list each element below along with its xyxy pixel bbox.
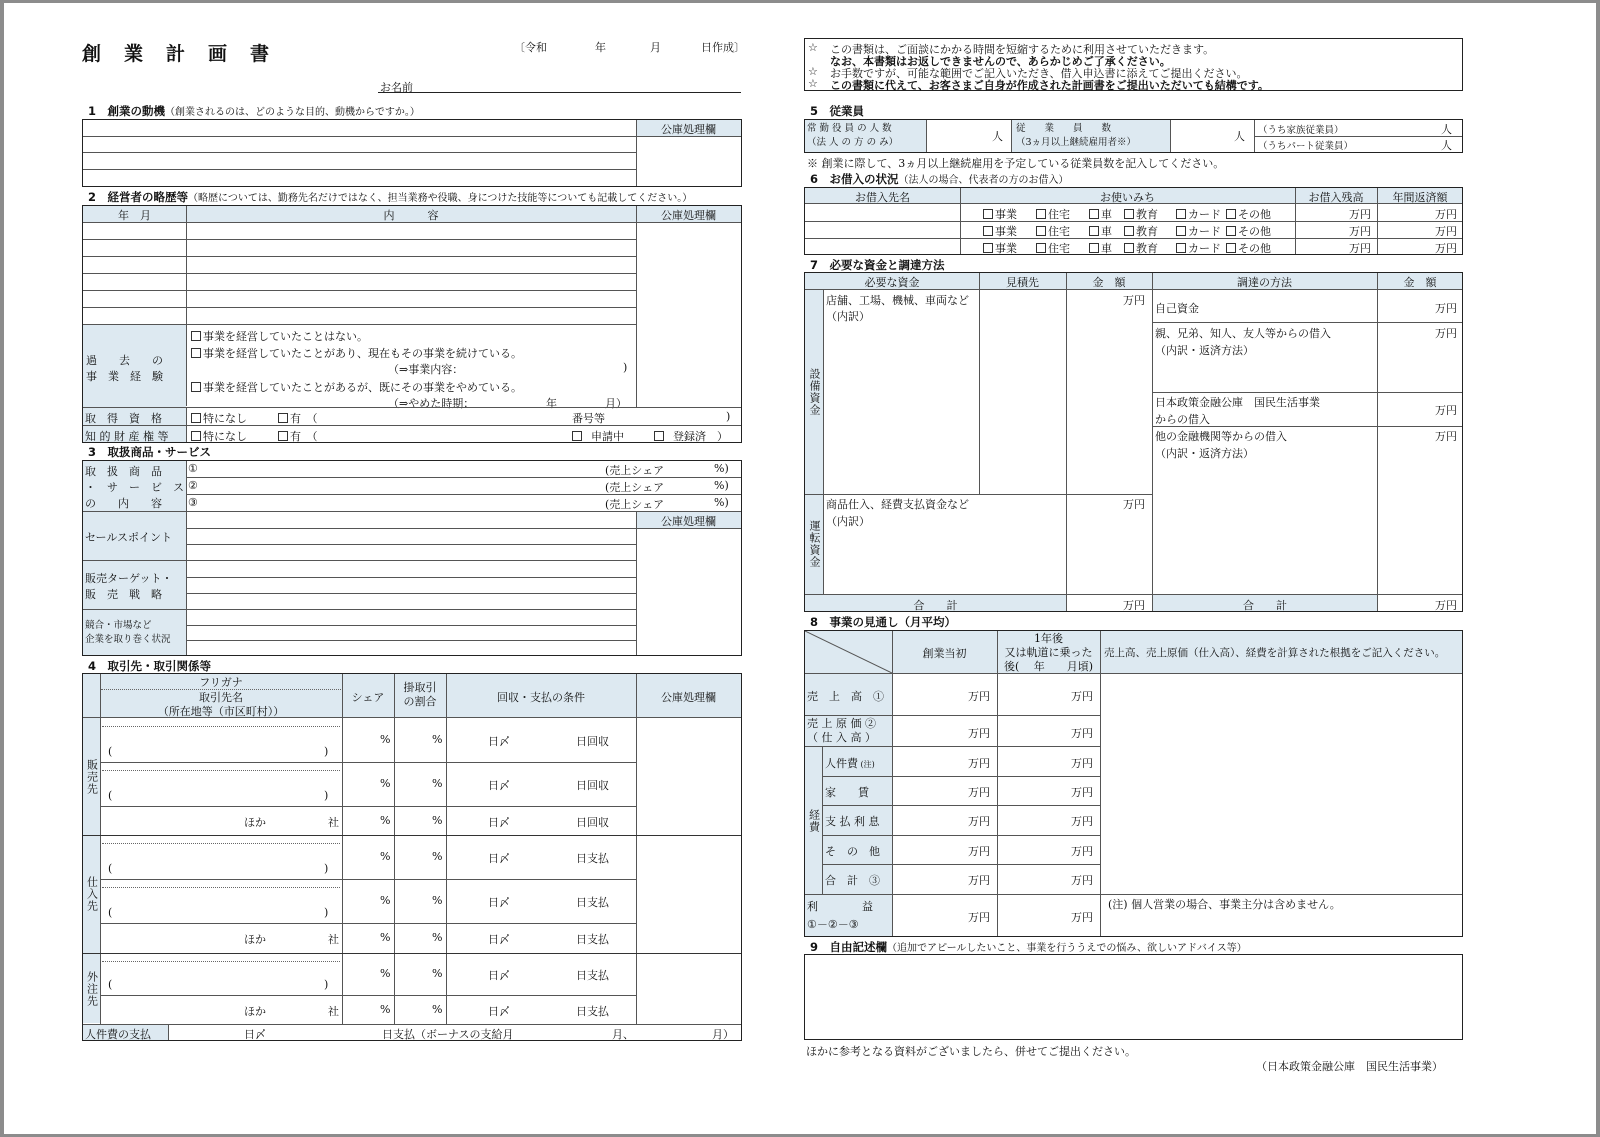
col-share: シェア — [351, 691, 385, 704]
past-opt-3[interactable]: 事業を経営していたことがあるが、既にその事業をやめている。 — [191, 379, 522, 395]
later-yen[interactable]: 万円 — [1071, 690, 1093, 703]
loan-use-6[interactable]: その他 — [1226, 223, 1271, 239]
labor-cost-label: 人件費 (注) — [825, 757, 875, 770]
qualification-yes[interactable]: 有 （ — [278, 410, 318, 426]
companies-unit: 社 — [328, 933, 339, 946]
office-use-label: 公庫処理欄 — [661, 209, 716, 222]
cogs-label: 売 上 原 価 ② （ 仕 入 高 ） — [807, 717, 876, 744]
loan-use-2[interactable]: 住宅 — [1036, 223, 1070, 239]
checkbox[interactable] — [1089, 226, 1099, 236]
share-pct[interactable]: % — [380, 1002, 391, 1016]
section-2-title: 2 経営者の略歴等（略歴については、勤務先名だけではなく、担当業務や役職、身につけた技能等についても記載してください。） — [88, 190, 693, 204]
product-3-num: ③ — [188, 496, 198, 509]
created-day: 日作成〕 — [701, 41, 745, 54]
col-basis: 売上高、売上原価（仕入高）、経費を計算された根拠をご記入ください。 — [1104, 647, 1446, 659]
notice-star: ☆ — [808, 65, 818, 78]
name-line[interactable] — [378, 92, 741, 93]
share-pct: %) — [714, 496, 729, 509]
selling-point-label: セールスポイント — [85, 531, 173, 544]
free-text-box[interactable] — [804, 954, 1463, 1040]
loan-use-4[interactable]: 教育 — [1124, 206, 1158, 222]
loan-use-2[interactable]: 住宅 — [1036, 240, 1070, 256]
checkbox[interactable] — [278, 413, 288, 423]
market-label: 競合・市場など 企業を取り巻く状況 — [85, 620, 171, 645]
others-label: ほか — [244, 933, 266, 946]
loan-use-4[interactable]: 教育 — [1124, 240, 1158, 256]
footer-org: （日本政策金融公庫 国民生活事業） — [1256, 1060, 1443, 1073]
credit-pct[interactable]: % — [432, 733, 443, 746]
notice-text: なお、本書類はお返しできませんので、あらかじめご了承ください。 — [830, 55, 1171, 68]
paren-close: ) — [324, 978, 329, 991]
family-loan: 親、兄弟、知人、友人等からの借入 — [1155, 327, 1331, 340]
checkbox[interactable] — [191, 413, 201, 423]
checkbox[interactable] — [1226, 243, 1236, 253]
checkbox[interactable] — [1176, 226, 1186, 236]
pay-terms[interactable]: 日支払 — [576, 852, 609, 865]
officers-label: 常 勤 役 員 の 人 数 （法 人 の 方 の み） — [807, 123, 899, 148]
checkbox[interactable] — [1176, 243, 1186, 253]
credit-pct[interactable]: % — [432, 850, 443, 863]
plan-sheet — [4, 3, 1596, 1134]
labor-pay[interactable]: 日支払（ボーナスの支給月 — [382, 1028, 514, 1041]
later-yen[interactable]: 万円 — [1071, 845, 1093, 858]
loan-annual-yen[interactable]: 万円 — [1435, 208, 1457, 221]
sales-label: 売 上 高 ① — [807, 690, 884, 703]
col-need: 必要な資金 — [864, 276, 920, 289]
paren-close: ) — [324, 789, 329, 802]
section-9-title: 9 自由記述欄（追加でアピールしたいこと、事業を行ううえでの悩み、欲しいアドバイス等） — [810, 940, 1247, 954]
checkbox[interactable] — [1226, 209, 1236, 219]
col-year-month: 年 月 — [118, 209, 151, 222]
created-prefix: 〔令和 — [514, 41, 547, 54]
credit-pct[interactable]: % — [432, 813, 443, 827]
col-amount-2: 金 額 — [1403, 276, 1437, 289]
loan-use-6[interactable]: その他 — [1226, 206, 1271, 222]
past-opt-2[interactable]: 事業を経営していたことがあり、現在もその事業を続けている。 — [191, 345, 522, 361]
section-8-title: 8 事業の見通し（月平均） — [810, 615, 957, 629]
start-yen[interactable]: 万円 — [968, 874, 990, 887]
checkbox[interactable] — [278, 431, 288, 441]
part-unit: 人 — [1441, 139, 1452, 152]
qualification-number: 番号等 — [572, 412, 605, 425]
pay-terms[interactable]: 日支払 — [576, 1004, 609, 1018]
past-year: 年 — [546, 397, 557, 410]
labor-payment-label: 人件費の支払 — [85, 1028, 151, 1041]
col-content: 内 容 — [383, 209, 439, 222]
start-yen[interactable]: 万円 — [968, 727, 990, 740]
family-unit: 人 — [1441, 123, 1452, 136]
checkbox[interactable] — [1036, 226, 1046, 236]
method-total-yen[interactable]: 万円 — [1435, 599, 1457, 612]
loan-use-3[interactable]: 車 — [1089, 240, 1112, 256]
past-experience-label: 過 去 の 事 業 経 験 — [86, 354, 163, 383]
ip-label: 知 的 財 産 権 等 — [85, 430, 169, 443]
companies-unit: 社 — [328, 815, 339, 829]
start-yen[interactable]: 万円 — [968, 845, 990, 858]
qualification-label: 取 得 資 格 — [85, 412, 162, 425]
credit-pct[interactable]: % — [432, 1002, 443, 1016]
employees-label: 従 業 員 数 （3ヵ月以上継続雇用者※） — [1016, 123, 1137, 148]
col-use: お使いみち — [1100, 191, 1155, 204]
interest-label: 支 払 利 息 — [825, 815, 880, 828]
notice-text: お手数ですが、可能な範囲でご記入いただき、借入申込書に添えてご提出ください。 — [830, 67, 1248, 80]
working-funds-label: 運転資金 — [808, 520, 821, 568]
work-yen[interactable]: 万円 — [1123, 498, 1145, 511]
officers-unit: 人 — [992, 130, 1003, 143]
loan-use-5[interactable]: カード — [1176, 206, 1221, 222]
checkbox[interactable] — [1036, 209, 1046, 219]
product-3-share[interactable]: (売上シェア — [605, 498, 665, 511]
share-pct: %) — [714, 462, 729, 475]
others-label: ほか — [244, 815, 266, 829]
checkbox[interactable] — [572, 431, 582, 441]
share-pct[interactable]: % — [380, 931, 391, 944]
loan-use-2[interactable]: 住宅 — [1036, 206, 1070, 222]
product-1-share[interactable]: (売上シェア — [605, 464, 665, 477]
ip-registered[interactable]: 登録済 ） — [654, 428, 728, 444]
col-method: 調達の方法 — [1237, 276, 1292, 289]
jfc-yen[interactable]: 万円 — [1435, 404, 1457, 417]
equip-desc: 店舗、工場、機械、車両など — [826, 294, 969, 307]
loan-row-divider — [805, 221, 1462, 222]
labor-day-close[interactable]: 日〆 — [244, 1028, 266, 1041]
pay-terms[interactable]: 日支払 — [576, 969, 609, 982]
past-month: 月） — [605, 397, 627, 410]
later-yen[interactable]: 万円 — [1071, 727, 1093, 740]
day-close[interactable]: 日〆 — [488, 735, 510, 748]
name-label: お名前 — [380, 81, 413, 94]
rent-label: 家 賃 — [825, 786, 869, 799]
loan-use-5[interactable]: カード — [1176, 223, 1221, 239]
section-4-title: 4 取引先・取引関係等 — [88, 659, 212, 673]
start-yen[interactable]: 万円 — [968, 757, 990, 770]
own-funds: 自己資金 — [1155, 302, 1199, 315]
later-yen[interactable]: 万円 — [1071, 815, 1093, 828]
product-1-num: ① — [188, 462, 198, 475]
col-amount: 金 額 — [1092, 276, 1126, 289]
col-quote: 見積先 — [1006, 276, 1039, 289]
furigana-label: フリガナ — [199, 676, 243, 689]
other-expense-label: そ の 他 — [825, 845, 880, 858]
credit-pct[interactable]: % — [432, 931, 443, 944]
own-yen[interactable]: 万円 — [1435, 302, 1457, 315]
past-opt-3-detail[interactable]: （⇒やめた時期： — [388, 397, 475, 410]
ip-pending[interactable]: 申請中 — [572, 428, 624, 444]
col-annual: 年間返済額 — [1392, 191, 1448, 204]
share-pct[interactable]: % — [380, 850, 391, 863]
companies-unit: 社 — [328, 1004, 339, 1018]
credit-pct[interactable]: % — [432, 967, 443, 980]
day-close[interactable]: 日〆 — [488, 815, 510, 829]
row-divider — [101, 806, 636, 807]
paren-open: ( — [108, 862, 113, 875]
part-employees: （うちパート従業員） — [1258, 141, 1354, 152]
notice-text: この書類は、ご面談にかかる時間を短縮するために利用させていただきます。 — [830, 43, 1215, 56]
paren-close: ) — [324, 745, 329, 758]
later-yen[interactable]: 万円 — [1071, 786, 1093, 799]
share-pct: %) — [714, 479, 729, 492]
section-7-title: 7 必要な資金と調達方法 — [810, 258, 945, 272]
checkbox[interactable] — [1124, 226, 1134, 236]
loan-use-1[interactable]: 事業 — [983, 206, 1017, 222]
page-title: 創 業 計 画 書 — [82, 43, 272, 65]
row-divider — [101, 995, 636, 996]
pay-terms[interactable]: 日回収 — [576, 735, 609, 748]
product-2-share[interactable]: (売上シェア — [605, 481, 665, 494]
partner-group-outsource: 外注先 — [85, 970, 99, 1007]
office-use-label: 公庫処理欄 — [661, 515, 716, 528]
loan-use-1[interactable]: 事業 — [983, 223, 1017, 239]
loan-use-4[interactable]: 教育 — [1124, 223, 1158, 239]
start-yen[interactable]: 万円 — [968, 690, 990, 703]
profit-label: 利 益 ①－②－③ — [807, 900, 873, 931]
other-bank-detail: （内訳・返済方法） — [1155, 447, 1254, 460]
outlook-footnote: (注) 個人営業の場合、事業主分は含めません。 — [1108, 898, 1341, 911]
paren-close: ) — [324, 906, 329, 919]
location-label: （所在地等（市区町村）） — [157, 705, 285, 718]
later-yen[interactable]: 万円 — [1071, 874, 1093, 887]
family-loan-detail: （内訳・返済方法） — [1155, 344, 1254, 357]
checkbox[interactable] — [191, 331, 201, 341]
later-yen[interactable]: 万円 — [1071, 911, 1093, 924]
product-2-num: ② — [188, 479, 198, 492]
col-balance: お借入残高 — [1308, 191, 1364, 204]
diagonal-header — [805, 631, 892, 673]
group-divider — [83, 835, 741, 836]
group-divider — [83, 953, 741, 954]
col-credit: 掛取引 の割合 — [403, 681, 437, 708]
col-later: 1年後 又は軌道に乗った 後( 年 月頃) — [1003, 632, 1094, 673]
furigana-line[interactable] — [102, 726, 340, 727]
office-use-label: 公庫処理欄 — [661, 123, 716, 136]
credit-pct[interactable]: % — [432, 777, 443, 790]
expenses-label: 経費 — [807, 808, 821, 833]
loan-row-divider — [805, 238, 1462, 239]
checkbox[interactable] — [1124, 209, 1134, 219]
labor-month[interactable]: 月、 — [612, 1028, 634, 1041]
furigana-line[interactable] — [102, 961, 340, 962]
partner-name-label: 取引先名 — [199, 691, 243, 704]
paren-open: ( — [108, 745, 113, 758]
labor-end[interactable]: 月） — [712, 1028, 734, 1041]
checkbox[interactable] — [191, 382, 201, 392]
checkbox[interactable] — [983, 226, 993, 236]
employees-unit: 人 — [1234, 130, 1245, 143]
loan-annual-yen[interactable]: 万円 — [1435, 242, 1457, 255]
row-divider — [101, 879, 636, 880]
method-total-label: 合 計 — [1243, 599, 1287, 612]
equip-detail: （内訳） — [826, 310, 870, 323]
share-pct[interactable]: % — [380, 733, 391, 746]
closing-note: ほかに参考となる資料がございましたら、併せてご提出ください。 — [806, 1045, 1136, 1058]
credit-pct[interactable]: % — [432, 894, 443, 907]
partner-group-purchase: 仕入先 — [85, 876, 99, 912]
equip-funds-label: 設備資金 — [808, 368, 821, 416]
start-yen[interactable]: 万円 — [968, 786, 990, 799]
office-use-label: 公庫処理欄 — [661, 691, 716, 704]
checkbox[interactable] — [191, 348, 201, 358]
jfc-loan: 日本政策金融公庫 国民生活事業 からの借入 — [1155, 396, 1320, 426]
section-5-title: 5 従業員 — [810, 104, 865, 118]
family-employees: （うち家族従業員） — [1258, 125, 1344, 136]
equip-yen[interactable]: 万円 — [1123, 294, 1145, 307]
start-yen[interactable]: 万円 — [968, 911, 990, 924]
loan-use-1[interactable]: 事業 — [983, 240, 1017, 256]
share-pct[interactable]: % — [380, 777, 391, 790]
furigana-line[interactable] — [102, 770, 340, 771]
ip-none[interactable]: 特になし — [191, 428, 247, 444]
checkbox[interactable] — [1089, 243, 1099, 253]
others-label: ほか — [244, 1004, 266, 1018]
row-divider — [101, 923, 636, 924]
paren-close: ) — [324, 862, 329, 875]
checkbox[interactable] — [654, 431, 664, 441]
start-yen[interactable]: 万円 — [968, 815, 990, 828]
section-6-title: 6 お借入の状況（法人の場合、代表者の方のお借入） — [810, 172, 1069, 186]
loan-use-6[interactable]: その他 — [1226, 240, 1271, 256]
furigana-line[interactable] — [102, 843, 340, 844]
notice-star: ☆ — [808, 77, 818, 90]
col-lender: お借入先名 — [855, 191, 910, 204]
ip-yes[interactable]: 有 （ — [278, 428, 318, 444]
loan-use-3[interactable]: 車 — [1089, 206, 1112, 222]
checkbox[interactable] — [1176, 209, 1186, 219]
loan-balance-yen[interactable]: 万円 — [1349, 242, 1371, 255]
need-total-label: 合 計 — [913, 599, 958, 612]
loan-use-3[interactable]: 車 — [1089, 223, 1112, 239]
day-close[interactable]: 日〆 — [488, 1004, 510, 1018]
work-detail: （内訳） — [826, 515, 870, 528]
target-label: 販売ターゲット・ 販 売 戦 略 — [85, 572, 173, 601]
products-label: 取 扱 商 品 ・ サ ー ビ ス の 内 容 — [85, 465, 184, 510]
funds-box — [804, 272, 1463, 612]
notice-star: ☆ — [808, 41, 818, 54]
family-yen[interactable]: 万円 — [1435, 327, 1457, 340]
checkbox[interactable] — [983, 243, 993, 253]
created-month: 月 — [650, 41, 661, 54]
work-desc: 商品仕入、経費支払資金など — [826, 498, 969, 511]
checkbox[interactable] — [1036, 243, 1046, 253]
paren-open: ( — [108, 789, 113, 802]
loan-balance-yen[interactable]: 万円 — [1349, 225, 1371, 238]
created-date — [514, 39, 745, 55]
other-bank-yen[interactable]: 万円 — [1435, 430, 1457, 443]
paren-open: ( — [108, 978, 113, 991]
checkbox[interactable] — [1226, 226, 1236, 236]
past-opt-1[interactable]: 事業を経営していたことはない。 — [191, 328, 368, 344]
share-pct[interactable]: % — [380, 894, 391, 907]
notice-text: この書類に代えて、お客さまご自身が作成された計画書をご提出いただいても結構です。 — [830, 79, 1269, 92]
col-terms: 回収・支払の条件 — [497, 691, 585, 704]
employees-note: ※ 創業に際して、3ヵ月以上継続雇用を予定している従業員数を記入してください。 — [807, 157, 1225, 170]
day-close[interactable]: 日〆 — [488, 969, 510, 982]
section-1-title: 1 創業の動機（創業されるのは、どのような目的、動機からですか。） — [88, 104, 420, 118]
pay-terms[interactable]: 日回収 — [576, 779, 609, 792]
qualification-none[interactable]: 特になし — [191, 410, 247, 426]
pay-terms[interactable]: 日回収 — [576, 815, 609, 829]
paren-close: ) — [623, 361, 628, 374]
day-close[interactable]: 日〆 — [488, 852, 510, 865]
subtotal-label: 合 計 ③ — [825, 874, 880, 887]
checkbox[interactable] — [191, 431, 201, 441]
checkbox[interactable] — [1089, 209, 1099, 219]
day-close[interactable]: 日〆 — [488, 779, 510, 792]
partners-box — [82, 673, 742, 1041]
checkbox[interactable] — [983, 209, 993, 219]
row-divider — [101, 762, 636, 763]
checkbox[interactable] — [1124, 243, 1134, 253]
later-yen[interactable]: 万円 — [1071, 757, 1093, 770]
loan-annual-yen[interactable]: 万円 — [1435, 225, 1457, 238]
pay-terms[interactable]: 日支払 — [576, 933, 609, 946]
other-bank-loan: 他の金融機関等からの借入 — [1155, 430, 1287, 443]
paren-open: ( — [108, 906, 113, 919]
outlook-box — [804, 630, 1463, 937]
loan-balance-yen[interactable]: 万円 — [1349, 208, 1371, 221]
partner-group-sales: 販売先 — [85, 758, 99, 795]
share-pct[interactable]: % — [380, 813, 391, 827]
col-start: 創業当初 — [922, 647, 967, 660]
created-year: 年 — [595, 41, 606, 54]
section-3-title: 3 取扱商品・サービス — [88, 445, 212, 459]
furigana-line[interactable] — [102, 887, 340, 888]
need-total-yen[interactable]: 万円 — [1123, 599, 1145, 612]
loan-use-5[interactable]: カード — [1176, 240, 1221, 256]
past-opt-2-detail[interactable]: （⇒事業内容： — [388, 363, 464, 376]
day-close[interactable]: 日〆 — [488, 896, 510, 909]
paren-close: ) — [726, 410, 731, 423]
pay-terms[interactable]: 日支払 — [576, 896, 609, 909]
day-close[interactable]: 日〆 — [488, 933, 510, 946]
share-pct[interactable]: % — [380, 967, 391, 980]
